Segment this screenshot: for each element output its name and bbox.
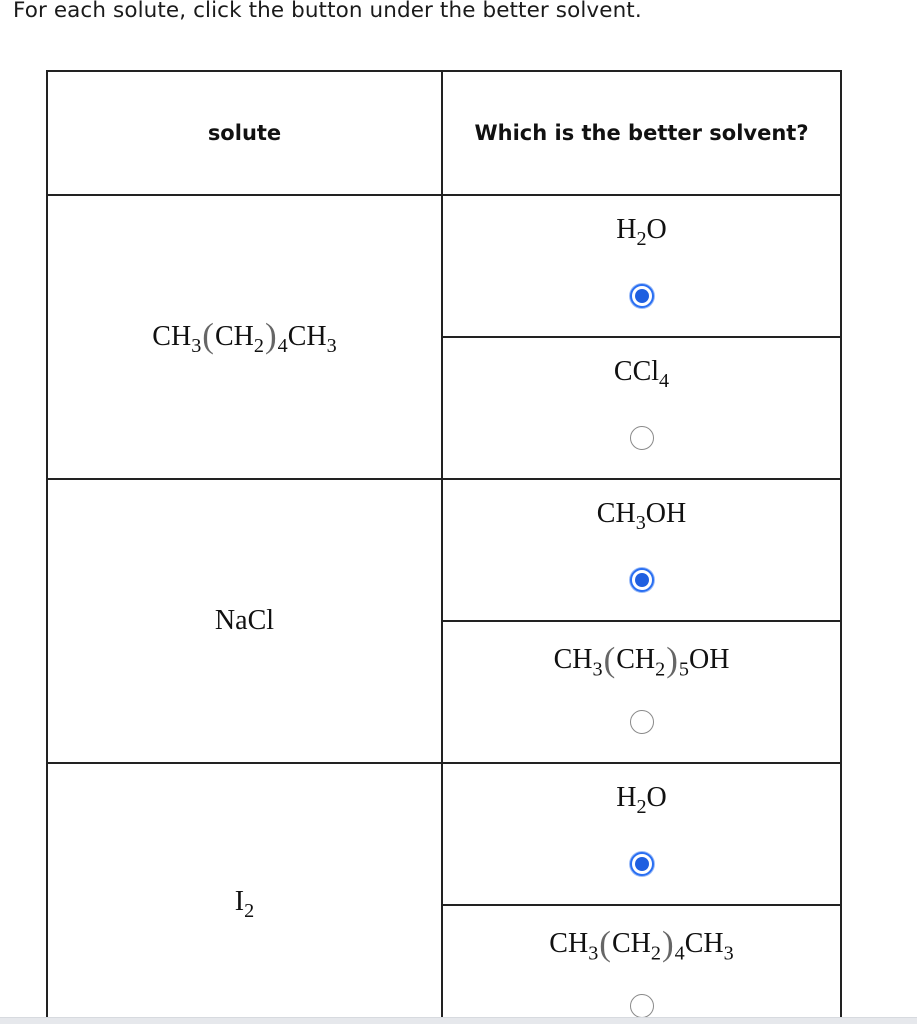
instruction-text: For each solute, click the button under the better solvent. (13, 0, 642, 23)
solute-formula: NaCl (214, 605, 275, 636)
solvent-radio-button[interactable] (630, 852, 654, 876)
solute-header: solute (47, 71, 442, 195)
solvent-formula: $H_2O$ (616, 214, 667, 251)
solute-formula: $I_2$ (234, 886, 255, 923)
solvent-formula: $CH_3OH$ (596, 498, 687, 535)
solvent-option (442, 195, 841, 337)
solvent-radio-button[interactable] (630, 710, 654, 734)
solute-cell (47, 763, 442, 1018)
solvent-formula: CCl$_4$ (613, 356, 670, 393)
solvent-formula: $CH_3(CH_2)_5OH$ (553, 640, 730, 681)
table-row (47, 763, 841, 905)
solvent-header: Which is the better solvent? (442, 71, 841, 195)
solvent-option (442, 621, 841, 763)
solvent-radio-button[interactable] (630, 426, 654, 450)
solvent-radio-button[interactable] (630, 994, 654, 1018)
solvent-radio-button[interactable] (630, 284, 654, 308)
table-row (47, 195, 841, 337)
solvent-table (46, 70, 842, 1018)
bottom-scroll-bar (0, 1017, 917, 1024)
solute-cell (47, 479, 442, 763)
solvent-option (442, 905, 841, 1018)
solvent-option (442, 337, 841, 479)
solvent-formula: $H_2O$ (616, 782, 667, 819)
solute-formula: $CH_3(CH_2)_4CH_3$ (152, 316, 337, 357)
solvent-option (442, 763, 841, 905)
table-row (47, 479, 841, 621)
solvent-option (442, 479, 841, 621)
solvent-radio-button[interactable] (630, 568, 654, 592)
header-row (47, 71, 841, 195)
solute-cell (47, 195, 442, 479)
solvent-formula: $CH_3(CH_2)_4CH_3$ (549, 924, 734, 965)
